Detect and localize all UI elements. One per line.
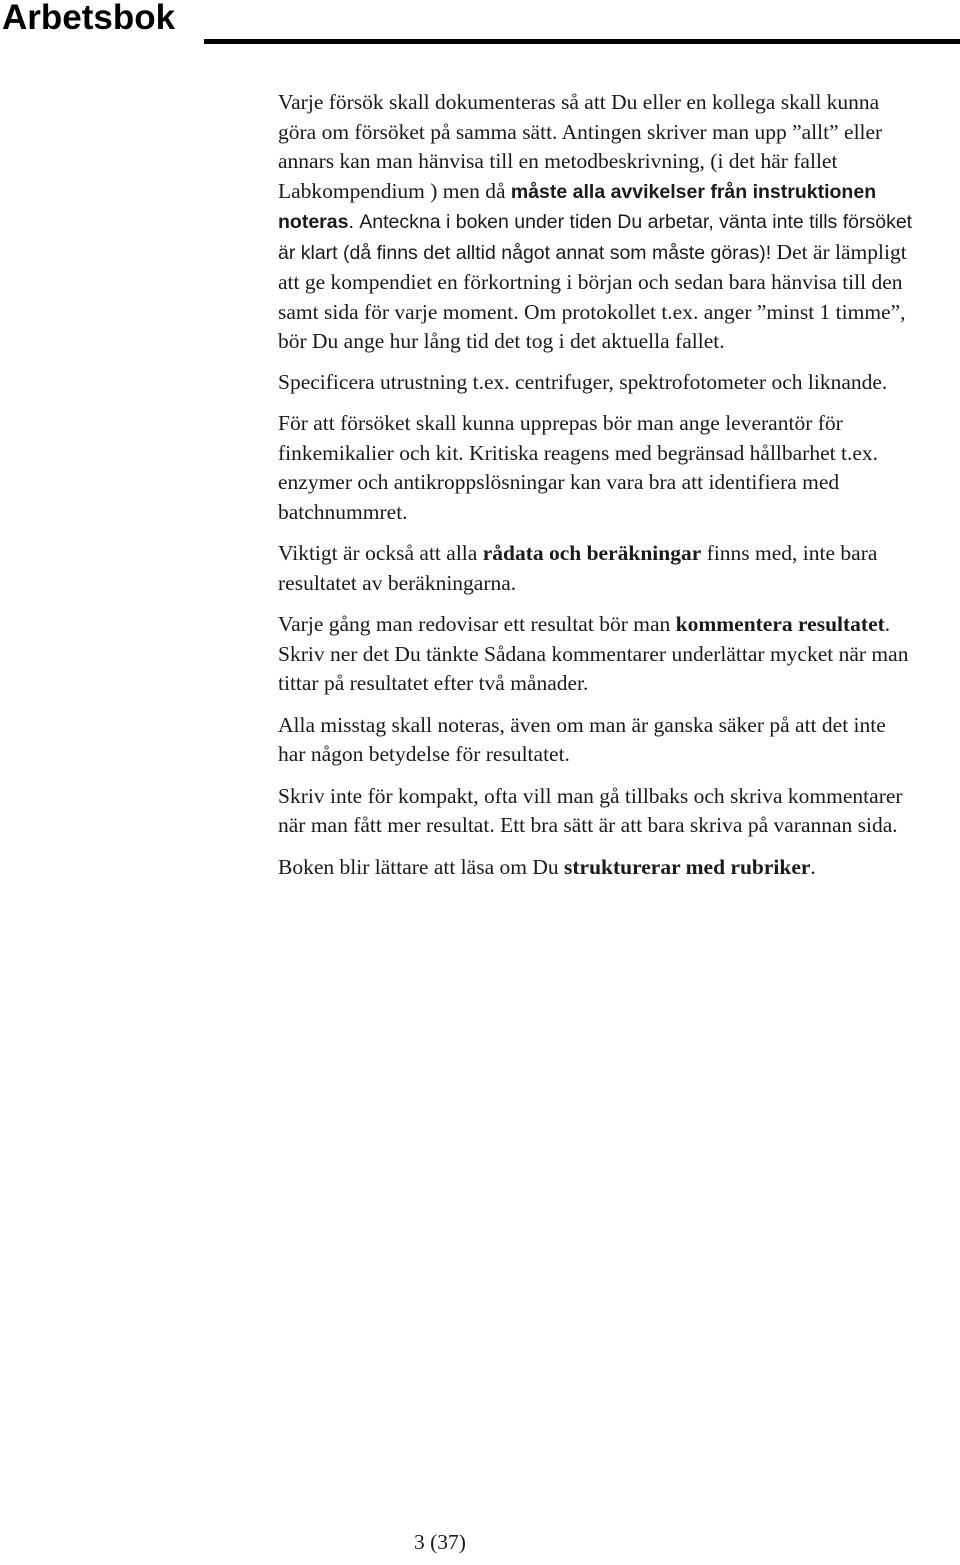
- page-title: Arbetsbok: [2, 0, 176, 37]
- paragraph-text: Varje försök skall dokumenteras så att Du eller en kollega skall kunna göra om försöket på samma sätt. Antingen skriver man upp ”allt” eller annars kan man hänvisa till en metodbeskrivning, (i det här fallet Labkompendium ) men då: [278, 90, 883, 203]
- page-number: 3 (37): [414, 1530, 466, 1554]
- paragraph-reagents: För att försöket skall kunna upprepas bör man ange leverantör för finkemikalier och kit. Kritiska reagens med begränsad hållbarhet t.ex. enzymer och antikroppslösningar kan vara bra att identifiera med batchnummret.: [278, 411, 878, 524]
- paragraph-text: Viktigt är också att alla: [278, 541, 483, 565]
- paragraph-text: Anteckna i boken under tiden Du arbetar, vänta inte tills försöket är klart (då finns det alltid något annat som måste göras)!: [278, 211, 913, 264]
- emphasis-text: rådata och beräkningar: [482, 541, 702, 565]
- paragraph-raw-data: [278, 539, 918, 598]
- paragraph-text: .: [348, 211, 354, 233]
- paragraph-text: Varje gång man redovisar ett resultat bör man: [278, 612, 676, 636]
- page-header: [0, 0, 960, 46]
- paragraph-mistakes: Alla misstag skall noteras, även om man är ganska säker på att det inte har någon betydelse för resultatet.: [278, 712, 886, 766]
- paragraph-comment-results: [278, 610, 918, 699]
- paragraph-text: Boken blir lättare att läsa om Du: [278, 854, 564, 879]
- paragraph-structure: [278, 853, 918, 883]
- paragraph-text: Det är lämpligt att ge kompendiet en förkortning i början och sedan bara hänvisa till den samt sida för varje moment. Om protokollet t.ex. anger ”minst 1 timme”, bör Du ange hur lång tid det tog i det aktuella fallet.: [278, 239, 907, 353]
- paragraph-spacing: Skriv inte för kompakt, ofta vill man gå tillbaks och skriva kommentarer när man fått mer resultat. Ett bra sätt är att bara skriva på varannan sida.: [278, 783, 903, 837]
- paragraph-text: . Skriv ner det Du tänkte Sådana kommentarer underlättar mycket när man tittar på resultatet efter två månader.: [278, 612, 909, 695]
- paragraph-text: finns med, inte bara resultatet av beräkningarna.: [278, 541, 878, 595]
- paragraph-equipment: Specificera utrustning t.ex. centrifuger, spektrofotometer och liknande.: [278, 369, 888, 394]
- document-body: [278, 88, 918, 894]
- header-rule: [204, 39, 960, 44]
- emphasis-text: kommentera resultatet: [675, 612, 885, 636]
- paragraph-text: .: [810, 854, 816, 879]
- emphasis-text: måste alla avvikelser från instruktionen noteras: [278, 180, 877, 233]
- emphasis-text: strukturerar med rubriker: [564, 854, 811, 879]
- paragraph-documentation: [278, 88, 918, 357]
